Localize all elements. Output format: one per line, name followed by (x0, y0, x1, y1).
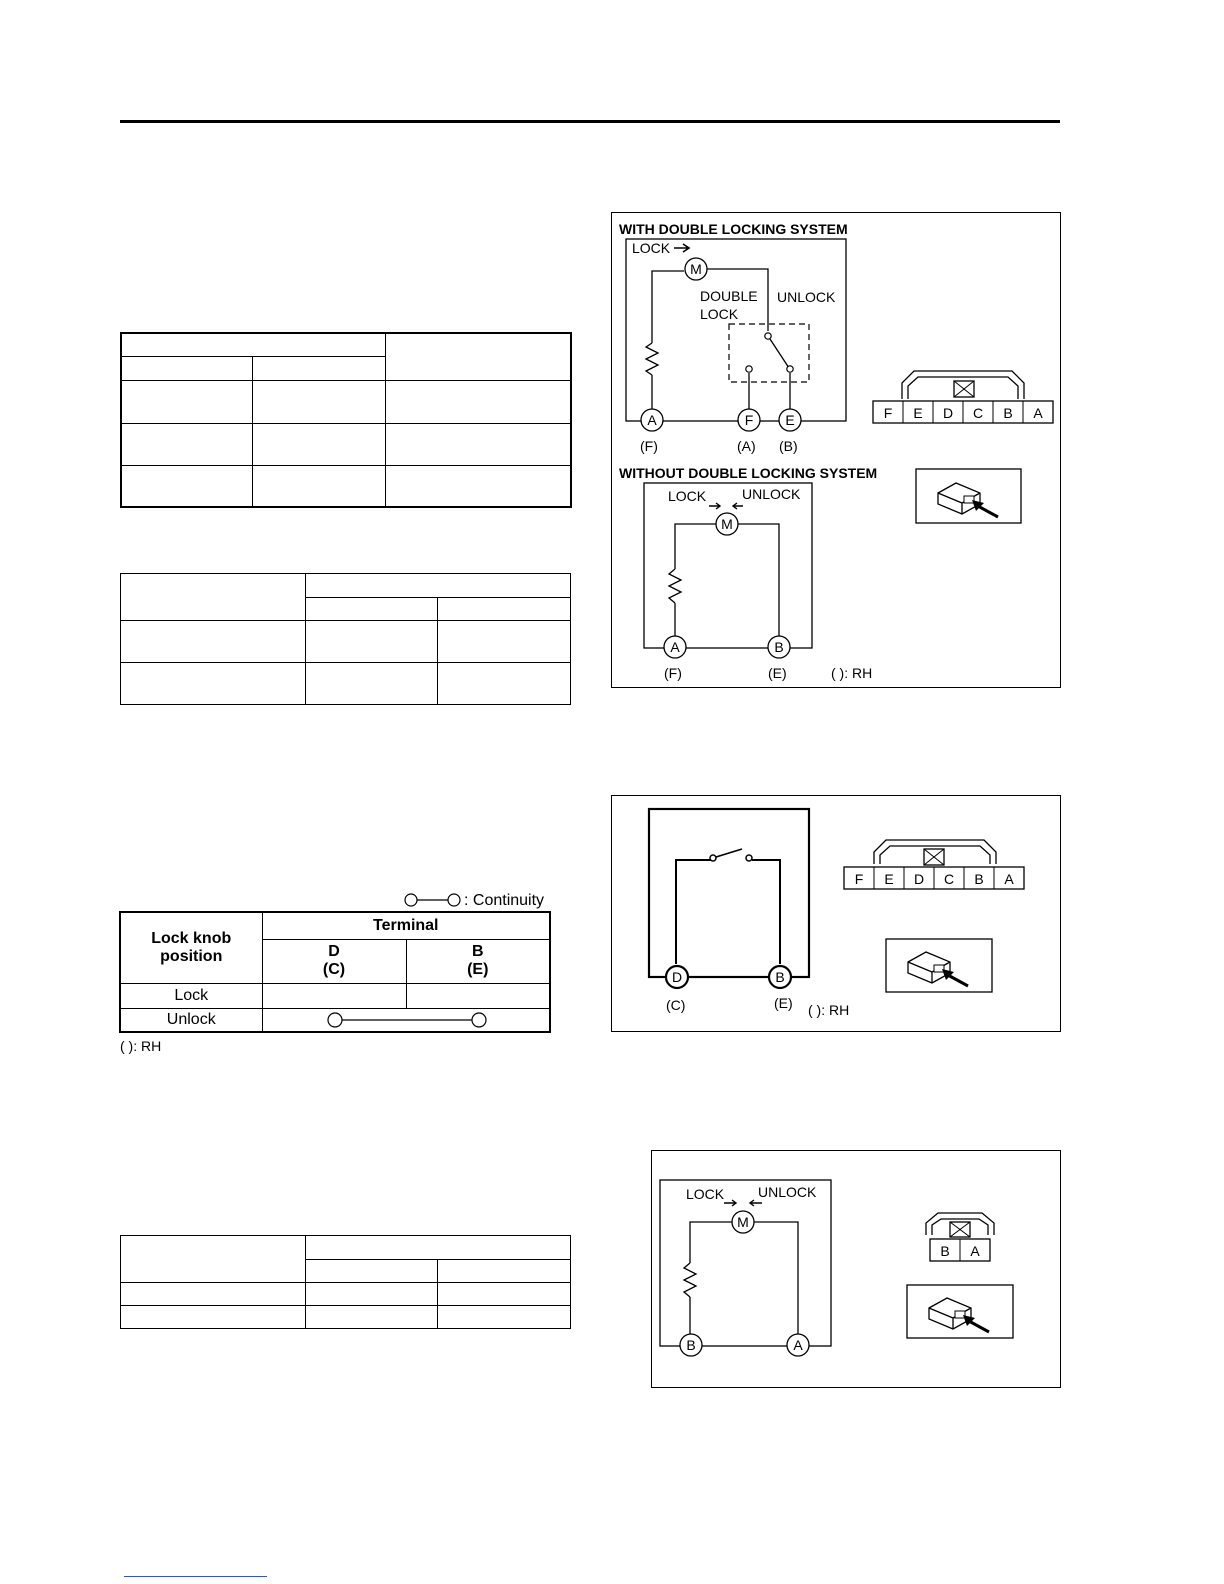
title-without-double-lock: WITHOUT DOUBLE LOCKING SYSTEM (619, 465, 878, 481)
connector-pin-e: E (913, 405, 923, 421)
connector-pin-e: E (884, 871, 894, 887)
connector-pin-a: A (1004, 871, 1014, 887)
outer-loop-3 (649, 809, 809, 977)
table-cell (385, 333, 571, 380)
connector-pin-b: B (1003, 405, 1013, 421)
terminal-b-label: B (775, 969, 785, 985)
resistor-icon (646, 343, 658, 375)
resistor-icon-2 (669, 569, 681, 603)
header-lock-knob-line1: Lock knob (151, 929, 232, 947)
header-b-line2: (E) (467, 961, 489, 978)
table-cell (385, 423, 571, 465)
motor-label: M (690, 261, 702, 277)
table-cell (306, 574, 571, 598)
lock-arrow-icon-2 (709, 503, 720, 509)
continuity-legend (404, 888, 554, 912)
continuity-symbol-icon (404, 888, 554, 912)
six-pin-connector-icon (873, 371, 1053, 423)
table-cell (306, 621, 438, 663)
table-cell (121, 621, 306, 663)
continuity-legend-text: : Continuity (464, 892, 545, 909)
unlock-label-2: UNLOCK (742, 486, 801, 502)
continuity-table (119, 911, 551, 1033)
resistor-icon-3 (684, 1263, 696, 1297)
two-pin-connector-icon (926, 1213, 994, 1261)
connector-pin-b: B (940, 1243, 950, 1259)
terminal-b3-label: B (686, 1337, 696, 1353)
motor-diagram (652, 1151, 1060, 1387)
table-cell (252, 380, 385, 423)
connector-pin-f: F (854, 871, 864, 887)
header-d-line1: D (328, 943, 340, 960)
connector-pin-c: C (943, 871, 955, 887)
outer-loop-4 (660, 1180, 831, 1346)
table-cell (252, 356, 385, 380)
table-cell (121, 1236, 306, 1283)
table-cell (438, 1260, 571, 1283)
rh-note-2: ( ): RH (808, 1002, 850, 1018)
actuator-wiring-figure (611, 212, 1061, 688)
rh-label-a: (F) (640, 438, 658, 454)
header-terminal-b (406, 939, 550, 983)
terminal-a-label: A (647, 412, 657, 428)
table-cell (385, 465, 571, 507)
header-b-line1: B (471, 943, 484, 960)
rh-label-b: (E) (774, 995, 793, 1011)
table-cell (121, 663, 306, 705)
table-cell (121, 333, 385, 356)
table-cell (385, 380, 571, 423)
six-pin-connector-icon-2 (844, 840, 1024, 889)
continuity-footnote: ( ): RH (120, 1038, 162, 1054)
header-terminal-d (262, 939, 406, 983)
rh-label-e: (B) (779, 438, 798, 454)
lock-label: LOCK (632, 240, 671, 256)
terminal-d-label: D (671, 969, 683, 985)
motor-label-3: M (737, 1214, 749, 1230)
lock-arrow-icon (674, 244, 689, 252)
terminal-b2-label: B (774, 639, 784, 655)
lock-knob-switch-figure (611, 795, 1061, 1032)
unlock-label: UNLOCK (777, 289, 836, 305)
table-cell (121, 1306, 306, 1329)
switch-blade-2 (716, 849, 742, 857)
connector-pin-c: C (972, 405, 984, 421)
lock-label-3: LOCK (686, 1186, 725, 1202)
table-cell (438, 1306, 571, 1329)
row-unlock-label: Unlock (120, 1008, 262, 1032)
unlock-arrow-icon-3 (750, 1200, 762, 1206)
table-cell (121, 423, 252, 465)
connector-pin-d: D (913, 871, 925, 887)
unlock-arrow-icon-2 (733, 503, 743, 509)
spec-table-3 (120, 1235, 571, 1329)
lock-knob-switch-diagram (612, 796, 1060, 1031)
header-lock-knob-line2: position (160, 947, 223, 965)
lock-arrow-icon-3 (724, 1200, 736, 1206)
table-cell (306, 1306, 438, 1329)
table-cell (121, 380, 252, 423)
connector-pin-d: D (942, 405, 954, 421)
rh-note-1: ( ): RH (831, 665, 873, 681)
table-cell (121, 356, 252, 380)
header-terminal: Terminal (262, 912, 550, 939)
connector-pin-b: B (974, 871, 984, 887)
switch-blade (770, 339, 789, 368)
double-label: DOUBLE (700, 288, 758, 304)
title-with-double-lock: WITH DOUBLE LOCKING SYSTEM (619, 221, 848, 237)
table-cell (306, 598, 438, 621)
terminal-f-label: F (744, 412, 754, 428)
spec-table-1 (120, 332, 572, 508)
table-cell (306, 1236, 571, 1260)
table-cell (262, 983, 406, 1008)
rh-label-b2: (E) (768, 665, 787, 681)
terminal-e-label: E (785, 412, 795, 428)
actuator-diagram (612, 213, 1060, 687)
connector-pin-f: F (883, 405, 893, 421)
motor-label-2: M (721, 516, 733, 532)
motor-figure (651, 1150, 1061, 1388)
spec-table-2 (120, 573, 571, 705)
table-cell (438, 1283, 571, 1306)
table-cell (121, 574, 306, 621)
table-cell (438, 621, 571, 663)
terminal-a3-label: A (793, 1337, 803, 1353)
table-cell (252, 465, 385, 507)
terminal-a2-label: A (670, 639, 680, 655)
double-lock-label: LOCK (700, 306, 739, 322)
connector-pin-a: A (970, 1243, 980, 1259)
header-rule (120, 120, 1060, 123)
row-unlock-continuity (262, 1008, 550, 1032)
table-cell (252, 423, 385, 465)
unlock-label-3: UNLOCK (758, 1184, 817, 1200)
table-cell (306, 1283, 438, 1306)
rh-label-a2: (F) (664, 665, 682, 681)
table-cell (438, 598, 571, 621)
table-cell (306, 1260, 438, 1283)
connector-pin-a: A (1033, 405, 1043, 421)
outer-loop (626, 239, 846, 421)
header-lock-knob (120, 912, 262, 983)
table-cell (306, 663, 438, 705)
rh-label-f: (A) (737, 438, 756, 454)
header-d-line2: (C) (322, 961, 346, 978)
footer-link-rule (124, 1576, 267, 1577)
outer-loop-2 (644, 483, 812, 648)
rh-label-d: (C) (666, 997, 686, 1013)
table-cell (121, 1283, 306, 1306)
row-lock-label: Lock (120, 983, 262, 1008)
table-cell (406, 983, 550, 1008)
continuity-line-icon (263, 1009, 551, 1031)
lock-label-2: LOCK (668, 488, 707, 504)
table-cell (121, 465, 252, 507)
table-cell (438, 663, 571, 705)
